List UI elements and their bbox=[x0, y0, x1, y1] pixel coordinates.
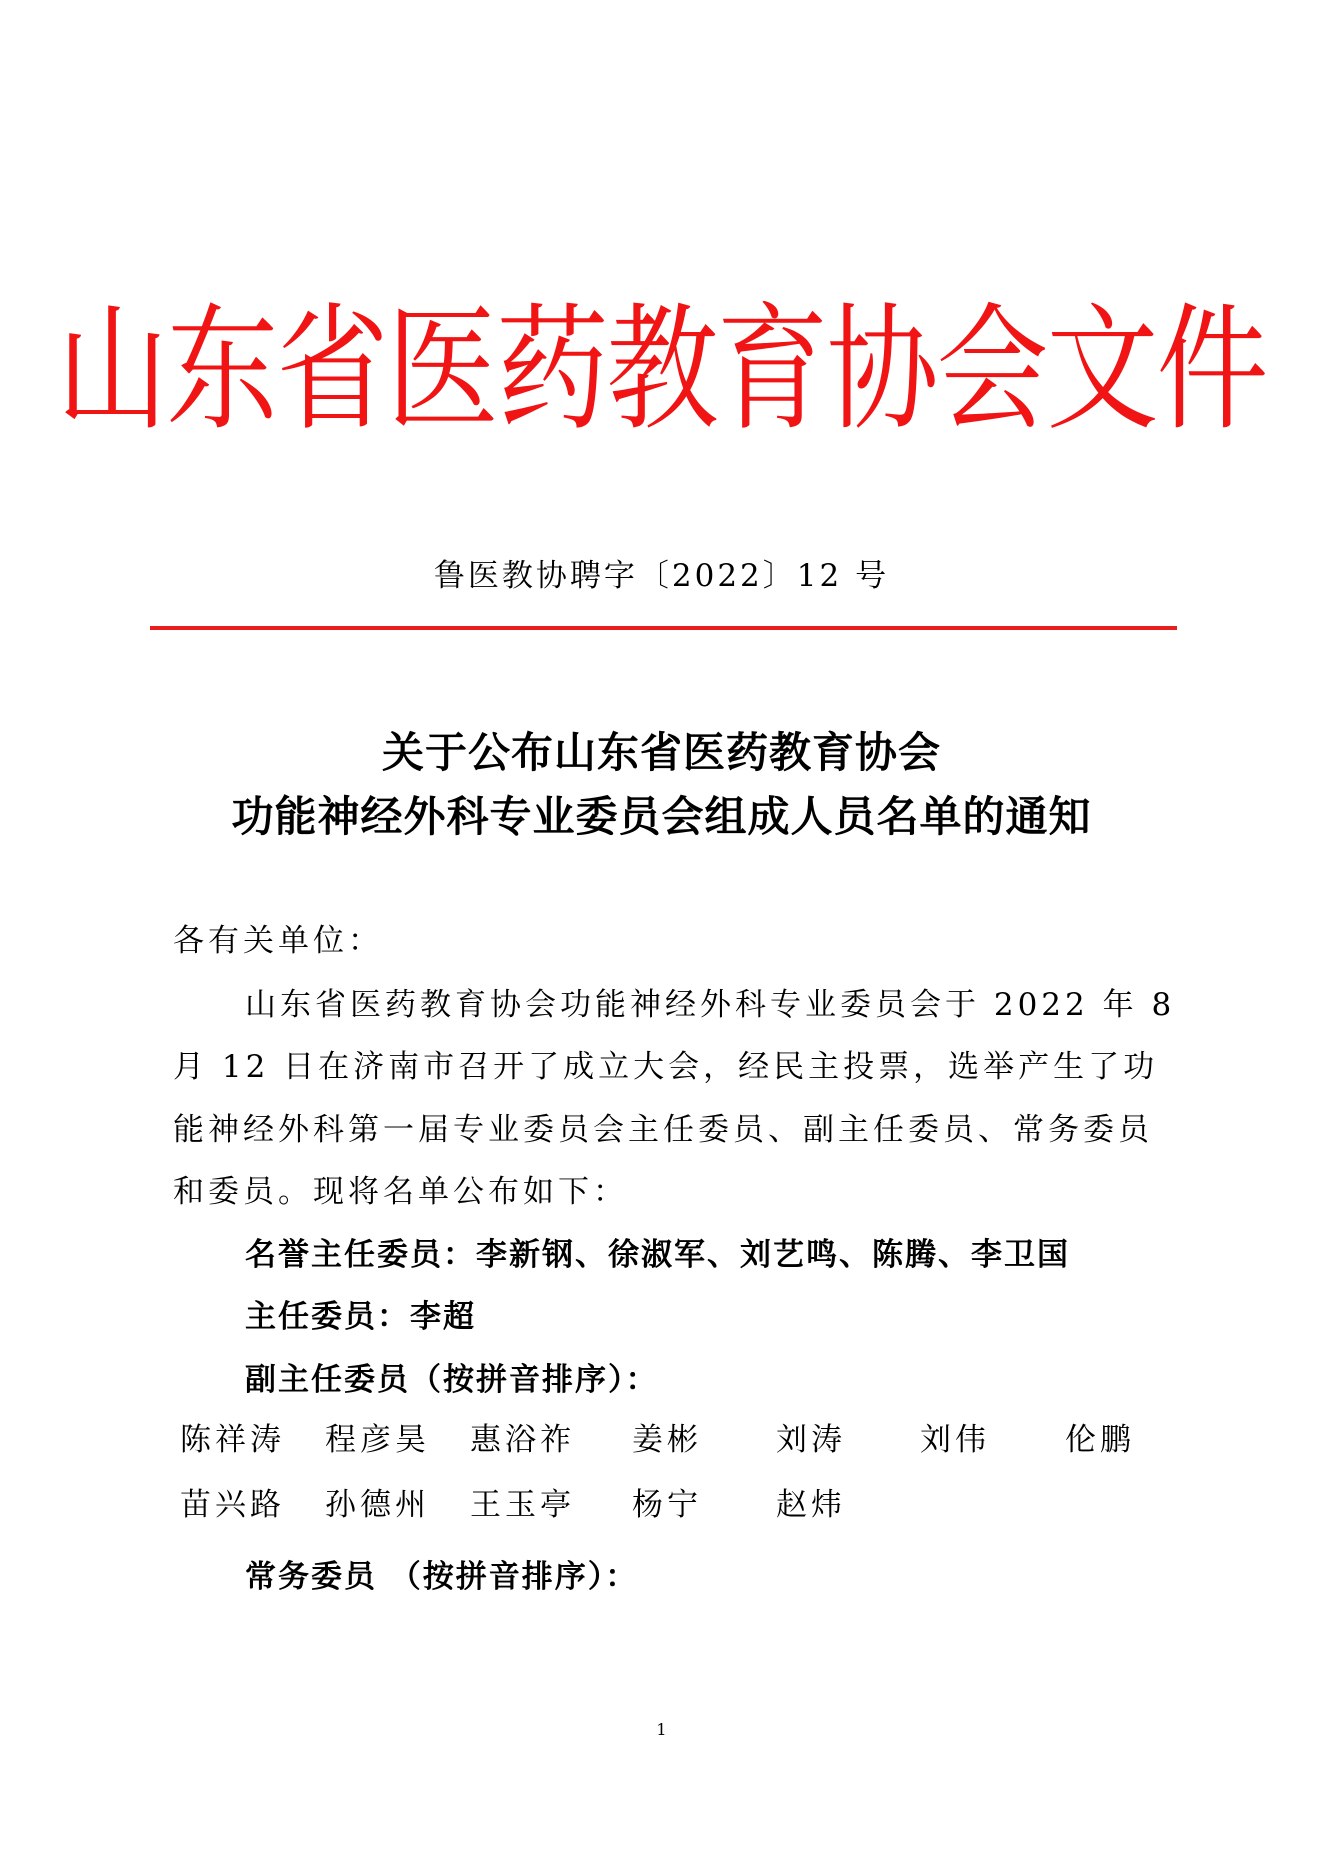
vice-chairs-label: 副主任委员（按拼音排序）： bbox=[245, 1362, 659, 1398]
notice-title-line-2: 功能神经外科专业委员会组成人员名单的通知 bbox=[231, 792, 1092, 841]
honorary-chairs-label: 名誉主任委员： bbox=[245, 1237, 476, 1273]
vice-chair-name: 程彦昊 bbox=[325, 1422, 430, 1458]
honorary-chairs-names: 李新钢、徐淑军、刘艺鸣、陈腾、李卫国 bbox=[476, 1237, 1070, 1273]
body-line-1: 山东省医药教育协会功能神经外科专业委员会于 2022 年 8 bbox=[245, 987, 1176, 1023]
page-number: 1 bbox=[656, 1720, 667, 1739]
vice-chair-name: 刘涛 bbox=[776, 1422, 846, 1458]
chair-name: 李超 bbox=[410, 1299, 476, 1335]
body-line-2: 月 12 日在济南市召开了成立大会，经民主投票，选举产生了功 bbox=[173, 1049, 1159, 1085]
vice-chair-name: 陈祥涛 bbox=[180, 1422, 285, 1458]
vice-chair-name: 赵炜 bbox=[776, 1487, 846, 1523]
body-line-4: 和委员。现将名单公布如下： bbox=[173, 1174, 628, 1210]
vice-chair-name: 姜彬 bbox=[632, 1422, 702, 1458]
vice-chair-name: 惠浴祚 bbox=[470, 1422, 575, 1458]
salutation: 各有关单位： bbox=[173, 923, 383, 959]
red-divider-line bbox=[150, 626, 1177, 630]
honorary-chairs bbox=[245, 1235, 1070, 1275]
standing-members-label: 常务委员 （按拼音排序）： bbox=[245, 1559, 639, 1595]
vice-chair-name: 王玉亭 bbox=[470, 1487, 575, 1523]
vice-chair-name: 苗兴路 bbox=[180, 1487, 285, 1523]
notice-title-line-1: 关于公布山东省医药教育协会 bbox=[381, 728, 941, 777]
document-number: 鲁医教协聘字〔2022〕12 号 bbox=[433, 558, 890, 594]
chair-label: 主任委员： bbox=[245, 1299, 410, 1335]
vice-chair-name: 杨宁 bbox=[632, 1487, 702, 1523]
chair bbox=[245, 1297, 476, 1337]
vice-chair-name: 伦鹏 bbox=[1065, 1422, 1135, 1458]
body-line-3: 能神经外科第一届专业委员会主任委员、副主任委员、常务委员 bbox=[173, 1112, 1153, 1148]
masthead-title: 山东省医药教育协会文件 bbox=[56, 291, 1267, 450]
vice-chair-name: 孙德州 bbox=[325, 1487, 430, 1523]
vice-chair-name: 刘伟 bbox=[920, 1422, 990, 1458]
